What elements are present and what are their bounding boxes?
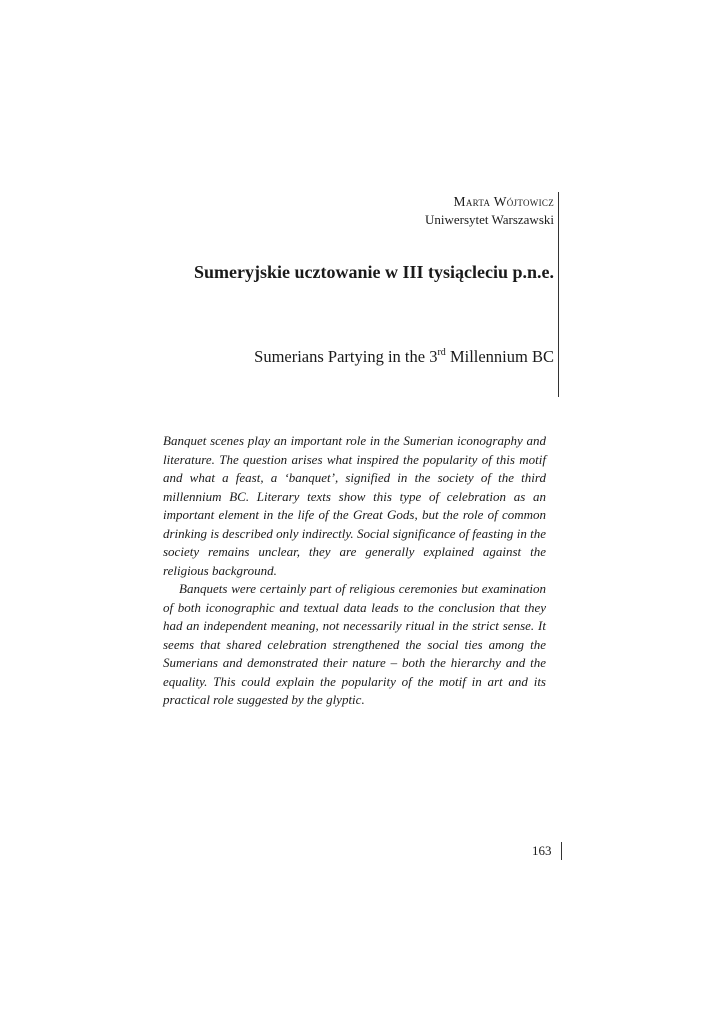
abstract-paragraph-1: Banquet scenes play an important role in the Sumerian iconography and literature. The question arises what inspired the popularity of this motif and what a feast, a ‘banquet’, signified in the society of the third millennium BC. Literary texts show this type of celebration as an important element in the life of the Great Gods, but the role of common drinking is described only indirectly. Social significance of feasting in the society remains unclear, they are generally explained against the religious background. xyxy=(163,433,546,578)
title-polish: Sumeryjskie ucztowanie w III tysiącleciu p.n.e. xyxy=(194,262,554,282)
author-name: Marta Wójtowicz xyxy=(453,194,554,209)
title-english-prefix: Sumerians Partying in the 3 xyxy=(254,347,438,366)
author-block xyxy=(425,193,554,228)
margin-rule-bottom xyxy=(561,842,562,860)
page-number: 163 xyxy=(532,843,552,858)
title-english-superscript: rd xyxy=(437,347,446,358)
title-english xyxy=(254,347,554,367)
title-english-suffix: Millennium BC xyxy=(445,347,554,366)
margin-rule-top xyxy=(558,192,559,397)
affiliation: Uniwersytet Warszawski xyxy=(424,212,554,227)
abstract-paragraph-2: Banquets were certainly part of religious ceremonies but examination of both iconographic and textual data leads to the conclusion that they had an independent meaning, not necessarily ritual in the strict sense. It seems that shared celebration strengthened the social ties among the Sumerians and demonstrated their nature – both the hierarchy and the equality. This could explain the popularity of the motif in art and its practical role suggested by the glyptic. xyxy=(163,581,546,707)
abstract xyxy=(163,432,546,710)
